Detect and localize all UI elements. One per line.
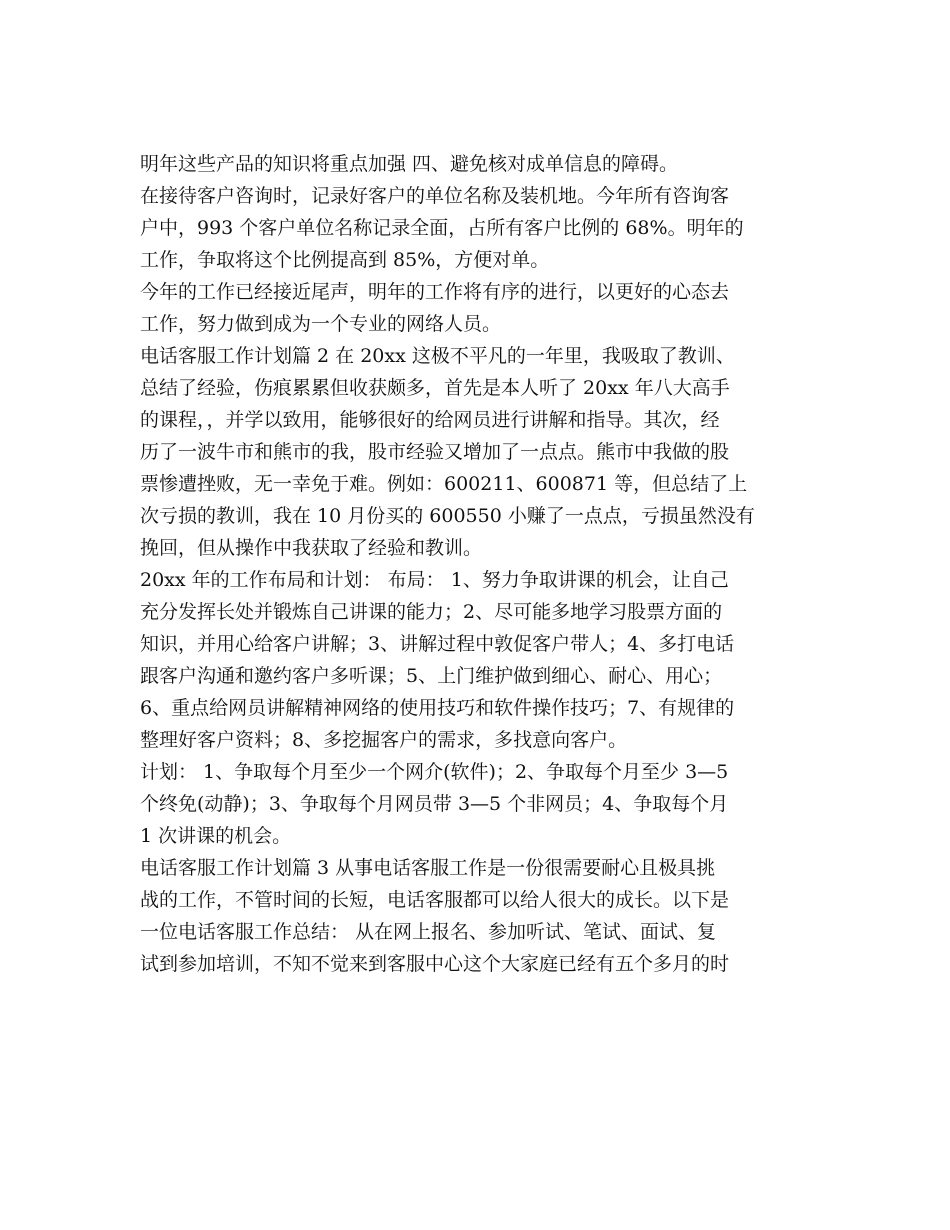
text-line: 今年的工作已经接近尾声，明年的工作将有序的进行，以更好的心态去 xyxy=(140,281,730,303)
text-line: 充分发挥长处并锻炼自己讲课的能力；2、尽可能多地学习股票方面的 xyxy=(140,601,723,623)
text-line: 计划： 1、争取每个月至少一个网介(软件)；2、争取每个月至少 3—5 xyxy=(140,761,729,783)
text-line: 的课程，，并学以致用，能够很好的给网员进行讲解和指导。其次，经 xyxy=(140,409,720,431)
text-line: 电话客服工作计划篇 3 从事电话客服工作是一份很需要耐心且极具挑 xyxy=(140,857,716,879)
text-line: 个终免(动静)；3、争取每个月网员带 3—5 个非网员；4、争取每个月 xyxy=(140,793,729,815)
text-line: 工作，争取将这个比例提高到 85%，方便对单。 xyxy=(140,249,550,271)
text-line: 整理好客户资料；8、多挖掘客户的需求，多找意向客户。 xyxy=(140,729,628,751)
text-line: 1 次讲课的机会。 xyxy=(140,825,292,847)
text-line: 总结了经验，伤痕累累但收获颇多，首先是本人听了 20xx 年八大高手 xyxy=(140,377,730,399)
text-line: 挽回，但从操作中我获取了经验和教训。 xyxy=(140,537,483,559)
text-line: 明年这些产品的知识将重点加强 四、避免核对成单信息的障碍。 xyxy=(140,153,679,175)
text-line: 票惨遭挫败，无一幸免于难。例如：600211、600871 等，但总结了上 xyxy=(140,473,748,495)
text-line: 在接待客户咨询时，记录好客户的单位名称及装机地。今年所有咨询客 xyxy=(140,185,730,207)
text-line: 户中，993 个客户单位名称记录全面，占所有客户比例的 68%。明年的 xyxy=(140,217,744,239)
text-line: 次亏损的教训，我在 10 月份买的 600550 小赚了一点点，亏损虽然没有 xyxy=(140,505,755,527)
text-line: 电话客服工作计划篇 2 在 20xx 这极不平凡的一年里，我吸取了教训、 xyxy=(140,345,735,367)
text-line: 知识，并用心给客户讲解；3、讲解过程中敦促客户带人；4、多打电话 xyxy=(140,633,735,655)
text-line: 试到参加培训，不知不觉来到客服中心这个大家庭已经有五个多月的时 xyxy=(140,953,730,975)
body-text xyxy=(140,148,820,980)
text-line: 一位电话客服工作总结： 从在网上报名、参加听试、笔试、面试、复 xyxy=(140,921,717,943)
text-line: 历了一波牛市和熊市的我，股市经验又增加了一点点。熊市中我做的股 xyxy=(140,441,730,463)
text-line: 战的工作，不管时间的长短，电话客服都可以给人很大的成长。以下是 xyxy=(140,889,730,911)
text-line: 跟客户沟通和邀约客户多听课；5、上门维护做到细心、耐心、用心； xyxy=(140,665,723,687)
text-line: 20xx 年的工作布局和计划： 布局： 1、努力争取讲课的机会，让自己 xyxy=(140,569,729,591)
text-line: 6、重点给网员讲解精神网络的使用技巧和软件操作技巧；7、有规律的 xyxy=(140,697,735,719)
text-line: 工作，努力做到成为一个专业的网络人员。 xyxy=(140,313,502,335)
